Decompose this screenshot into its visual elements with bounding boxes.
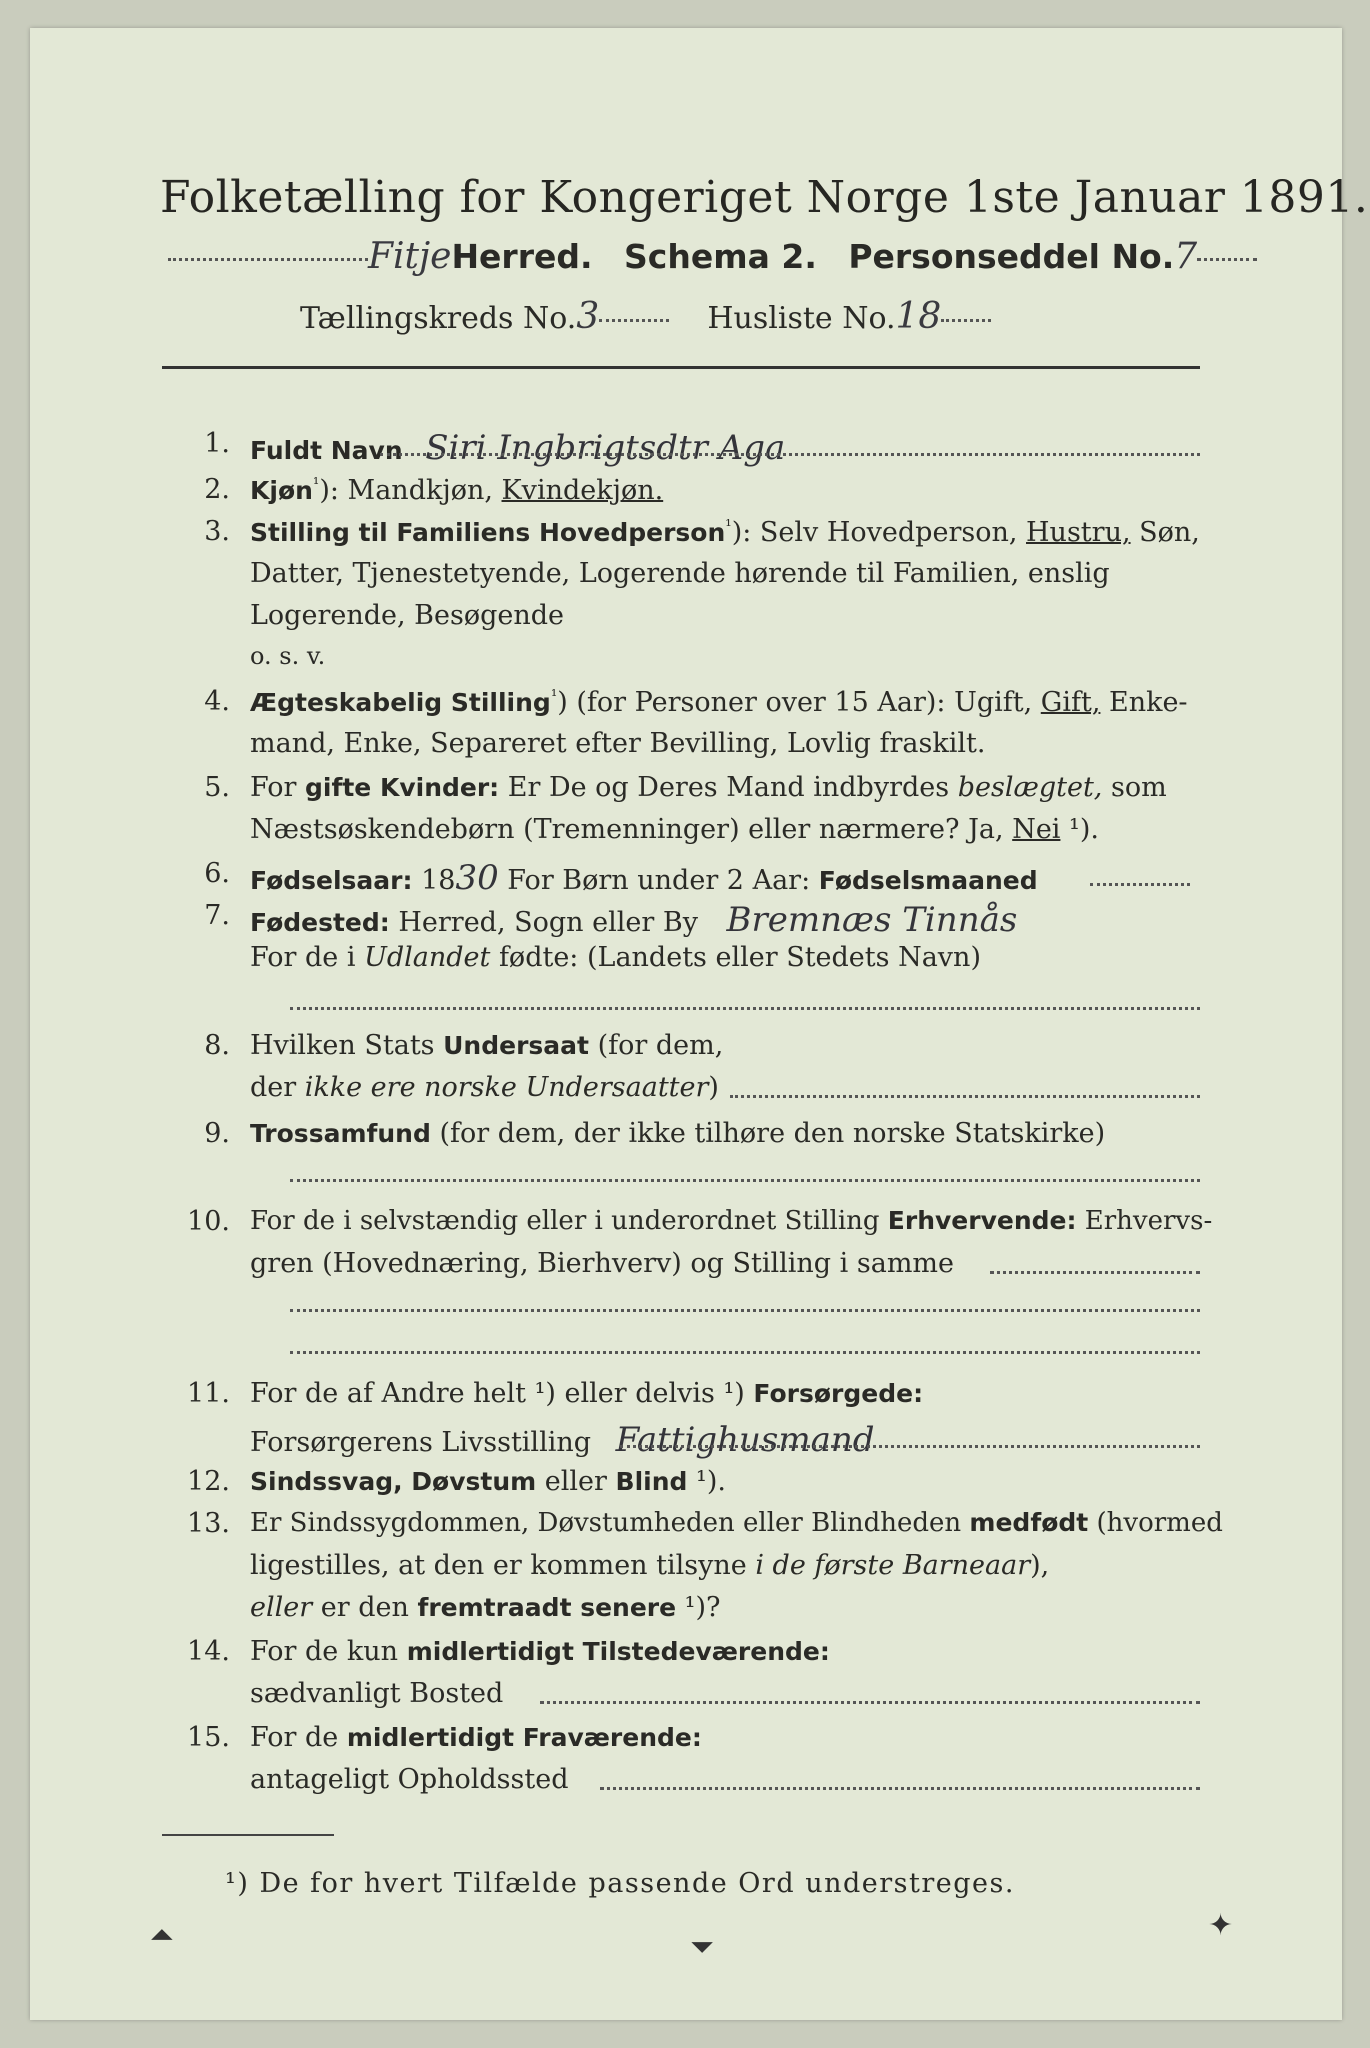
corner-mark-right-icon: ✦: [1208, 1908, 1234, 1943]
footnote-rule: [162, 1834, 334, 1836]
herred-label: Herred.: [451, 237, 593, 276]
q1-value: Siri Ingbrigtsdtr Aga: [425, 428, 786, 468]
kreds-label: Tællingskreds No.: [300, 301, 577, 336]
q1-label: Fuldt Navn: [250, 436, 403, 465]
q2-selected: Kvindekjøn.: [501, 475, 664, 506]
personseddel-label: Personseddel No.: [848, 237, 1175, 276]
item-1: 1. Fuldt Navn Siri Ingbrigtsdtr Aga: [204, 428, 786, 468]
q7-value: Bremnæs Tinnås: [726, 900, 1018, 940]
corner-mark-left-icon: ⏶: [150, 1918, 174, 1953]
q4-selected: Gift,: [1040, 687, 1101, 718]
husliste-value: 18: [895, 296, 942, 337]
herred-value: Fitje: [368, 236, 452, 277]
kreds-value: 3: [576, 296, 600, 337]
q11-value: Fattighusmand: [615, 1420, 875, 1460]
center-mark-icon: ⏷: [690, 1930, 714, 1965]
herred-line: [168, 236, 1257, 277]
q6-value: 30: [455, 858, 499, 898]
schema-label: Schema 2.: [624, 237, 817, 276]
page-title: Folketælling for Kongeriget Norge 1ste Januar 1891.: [160, 172, 1369, 223]
personseddel-value: 7: [1174, 236, 1198, 277]
q3-selected: Hustru,: [1026, 517, 1131, 548]
husliste-label: Husliste No.: [707, 301, 896, 336]
q5-selected: Nei: [1012, 814, 1061, 845]
header-rule: [162, 366, 1200, 369]
kreds-line: [300, 296, 991, 337]
footnote: ¹) De for hvert Tilfælde passende Ord understreges.: [225, 1868, 1015, 1899]
